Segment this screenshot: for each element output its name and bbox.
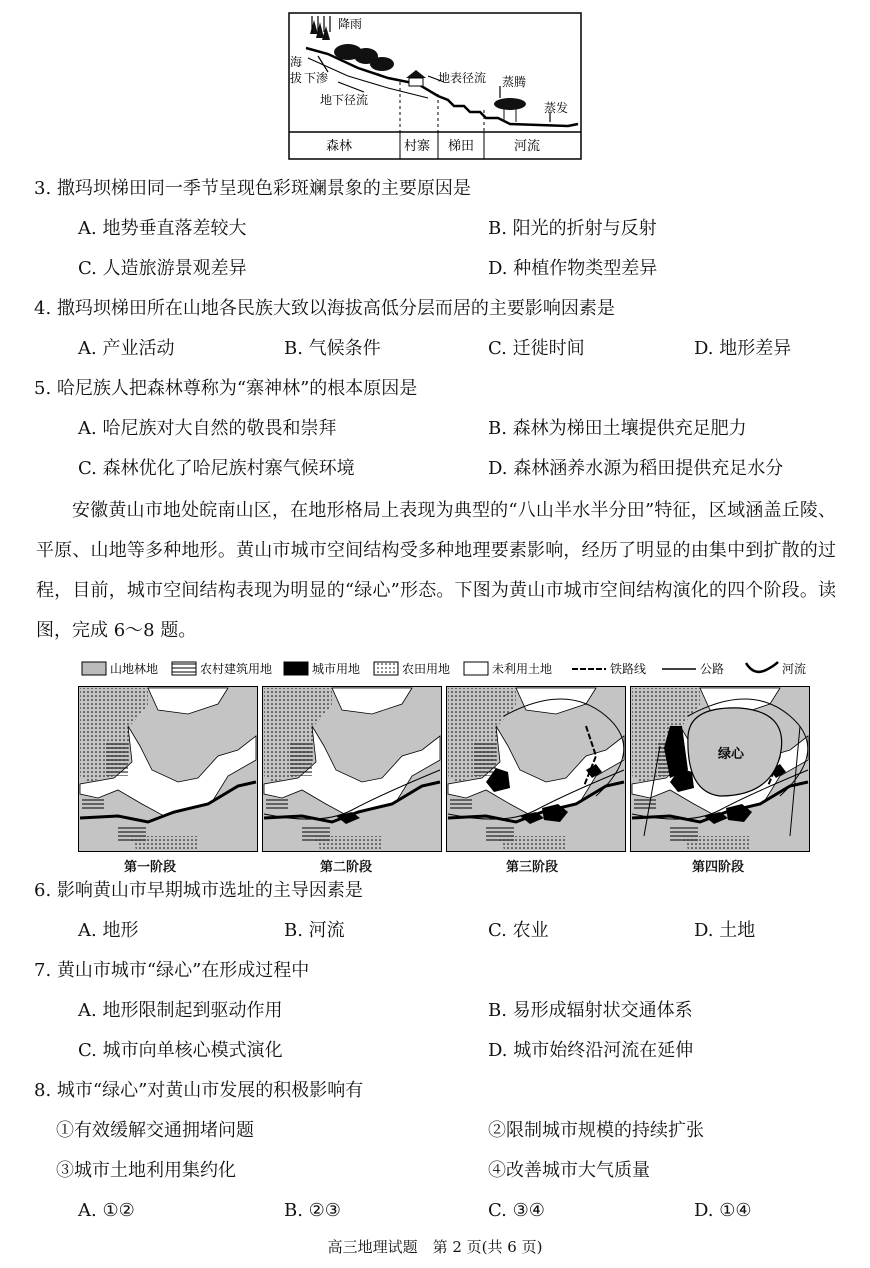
evaporation-label: 蒸发 bbox=[544, 101, 569, 115]
answer-option: D. 森林涵养水源为稻田提供充足水分 bbox=[488, 458, 784, 479]
stage-label: 第三阶段 bbox=[506, 860, 559, 875]
answer-option: A. 地势垂直落差较大 bbox=[78, 218, 247, 239]
rain-label: 降雨 bbox=[338, 17, 363, 31]
answer-option: B. 河流 bbox=[284, 920, 345, 941]
zone-label: 森林 bbox=[326, 139, 353, 154]
zone-label: 河流 bbox=[514, 139, 541, 154]
answer-option: A. 哈尼族对大自然的敬畏和崇拜 bbox=[78, 418, 337, 439]
answer-option: A. 地形 bbox=[78, 920, 139, 941]
legend-label: 未利用土地 bbox=[492, 662, 553, 676]
answer-option: A. ①② bbox=[78, 1200, 135, 1221]
answer-option: C. 人造旅游景观差异 bbox=[78, 258, 247, 279]
legend-label: 山地林地 bbox=[110, 662, 159, 676]
infiltration-label: 下渗 bbox=[304, 71, 329, 85]
page-footer: 高三地理试题 第 2 页(共 6 页) bbox=[327, 1238, 543, 1256]
legend-label: 河流 bbox=[782, 662, 807, 676]
answer-option: D. ①④ bbox=[694, 1200, 752, 1221]
legend-label: 城市用地 bbox=[312, 662, 361, 676]
answer-option: C. ③④ bbox=[488, 1200, 545, 1221]
stage-label: 第二阶段 bbox=[320, 860, 373, 875]
answer-option: A. 产业活动 bbox=[78, 338, 175, 359]
green-heart-label: 绿心 bbox=[718, 747, 745, 762]
legend-label: 公路 bbox=[700, 662, 725, 676]
answer-option: B. 易形成辐射状交通体系 bbox=[488, 1000, 693, 1021]
surface-runoff-label: 地表径流 bbox=[438, 71, 487, 85]
answer-option: C. 迁徙时间 bbox=[488, 338, 585, 359]
zone-label: 梯田 bbox=[448, 139, 475, 154]
answer-option: B. ②③ bbox=[284, 1200, 341, 1221]
question-stem: 5. 哈尼族人把森林尊称为“寨神林”的根本原因是 bbox=[34, 378, 418, 399]
stage-label: 第四阶段 bbox=[692, 860, 745, 875]
terrace-diagram bbox=[288, 12, 582, 160]
answer-option: B. 气候条件 bbox=[284, 338, 381, 359]
transpiration-label: 蒸腾 bbox=[502, 75, 527, 89]
question-stem: 3. 撒玛坝梯田同一季节呈现色彩斑斓景象的主要原因是 bbox=[34, 178, 471, 199]
answer-option: C. 城市向单核心模式演化 bbox=[78, 1040, 283, 1061]
answer-option: A. 地形限制起到驱动作用 bbox=[78, 1000, 283, 1021]
answer-option: C. 森林优化了哈尼族村寨气候环境 bbox=[78, 458, 355, 479]
stage-map-3 bbox=[446, 686, 626, 852]
question-stem: 7. 黄山市城市“绿心”在形成过程中 bbox=[34, 960, 310, 981]
altitude-label-2: 拔 bbox=[290, 71, 303, 85]
statement-item: ③城市土地利用集约化 bbox=[56, 1160, 236, 1181]
stage-map-1 bbox=[78, 686, 258, 852]
zone-label: 村寨 bbox=[404, 139, 431, 154]
reading-passage: 安徽黄山市地处皖南山区，在地形格局上表现为典型的“八山半水半分田”特征，区域涵盖丘陵、平原、山地等多种地形。黄山市城市空间结构受多种地理要素影响，经历了明显的由集中到扩散的过程，目前，城市空间结构表现为明显的“绿心”形态。下图为黄山市城市空间结构演化的四个阶段。读图，完成 6～8 题。 bbox=[36, 500, 836, 641]
legend-label: 农村建筑用地 bbox=[200, 662, 273, 676]
groundwater-label: 地下径流 bbox=[320, 93, 369, 107]
answer-option: B. 森林为梯田土壤提供充足肥力 bbox=[488, 418, 747, 439]
map-legend bbox=[80, 658, 810, 680]
answer-option: D. 城市始终沿河流在延伸 bbox=[488, 1040, 694, 1061]
answer-option: D. 土地 bbox=[694, 920, 756, 941]
statement-item: ②限制城市规模的持续扩张 bbox=[488, 1120, 704, 1141]
altitude-label-1: 海 bbox=[290, 55, 303, 69]
stage-map-2 bbox=[262, 686, 442, 852]
stage-label: 第一阶段 bbox=[124, 860, 177, 875]
question-stem: 6. 影响黄山市早期城市选址的主导因素是 bbox=[34, 880, 363, 901]
statement-item: ④改善城市大气质量 bbox=[488, 1160, 650, 1181]
answer-option: B. 阳光的折射与反射 bbox=[488, 218, 657, 239]
statement-item: ①有效缓解交通拥堵问题 bbox=[56, 1120, 254, 1141]
legend-label: 铁路线 bbox=[610, 662, 647, 676]
stage-map-4 bbox=[630, 686, 810, 852]
city-structure-maps bbox=[78, 686, 808, 856]
question-stem: 8. 城市“绿心”对黄山市发展的积极影响有 bbox=[34, 1080, 364, 1101]
answer-option: D. 地形差异 bbox=[694, 338, 792, 359]
legend-label: 农田用地 bbox=[402, 662, 451, 676]
answer-option: D. 种植作物类型差异 bbox=[488, 258, 658, 279]
question-stem: 4. 撒玛坝梯田所在山地各民族大致以海拔高低分层而居的主要影响因素是 bbox=[34, 298, 615, 319]
answer-option: C. 农业 bbox=[488, 920, 549, 941]
